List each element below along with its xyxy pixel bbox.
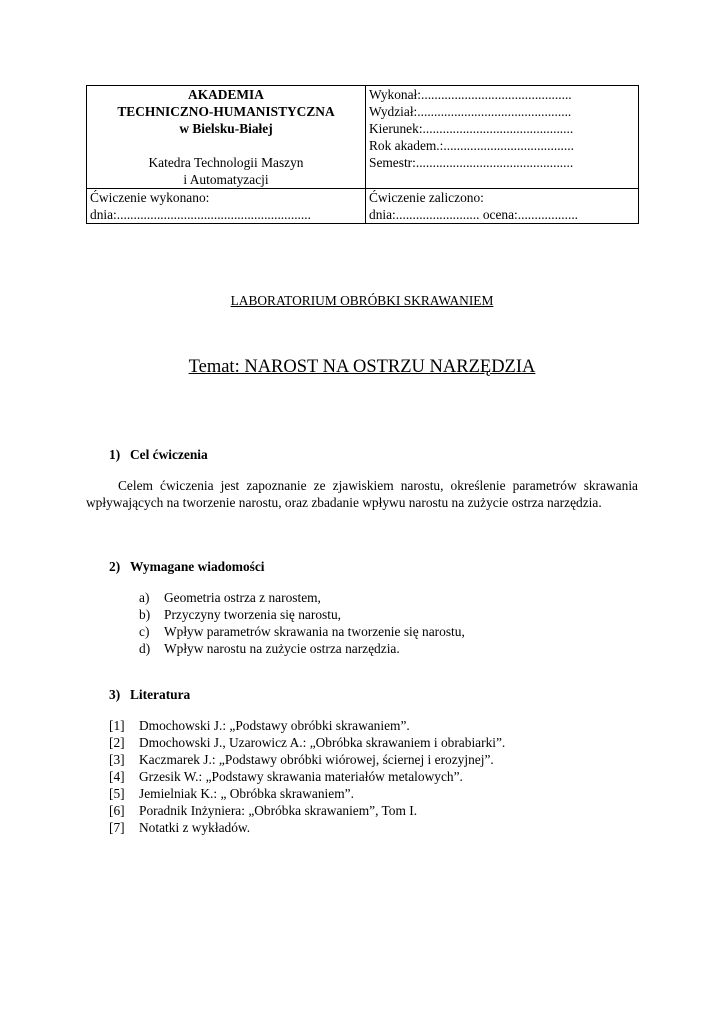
knowledge-list	[139, 589, 465, 657]
list-item	[109, 768, 505, 785]
passed-date-grade-field[interactable]: dnia:......................... ocena:..................	[369, 207, 579, 222]
spacer	[90, 137, 362, 154]
list-marker: [5]	[109, 786, 125, 801]
list-item-text: Przyczyny tworzenia się narostu,	[164, 607, 341, 622]
field-performed-by[interactable]: Wykonał:.............................................	[369, 87, 572, 102]
list-item	[139, 589, 465, 606]
list-item	[109, 819, 505, 836]
list-item-text: Dmochowski J.: „Podstawy obróbki skrawaniem”.	[139, 718, 410, 733]
list-marker: b)	[139, 607, 151, 622]
list-item-text: Geometria ostrza z narostem,	[164, 590, 321, 605]
list-marker: [1]	[109, 718, 125, 733]
section-title: Cel ćwiczenia	[130, 447, 208, 462]
institution-city: w Bielsku-Białej	[179, 121, 273, 136]
list-item	[139, 640, 465, 657]
section-number: 3)	[109, 687, 121, 702]
performed-label: Ćwiczenie wykonano:	[90, 190, 210, 205]
section-number: 1)	[109, 447, 121, 462]
institution-cell	[87, 86, 366, 189]
list-item	[109, 802, 505, 819]
section-number: 2)	[109, 559, 121, 574]
list-item-text: Notatki z wykładów.	[139, 820, 251, 835]
field-major[interactable]: Kierunek:.............................................	[369, 121, 574, 136]
list-item-text: Grzesik W.: „Podstawy skrawania materiałów metalowych”.	[139, 769, 463, 784]
list-marker: [7]	[109, 820, 125, 835]
list-item-text: Dmochowski J., Uzarowicz A.: „Obróbka skrawaniem i obrabiarki”.	[139, 735, 506, 750]
section-literature-heading	[109, 686, 190, 703]
header-table	[86, 85, 639, 224]
list-item-text: Jemielniak K.: „ Obróbka skrawaniem”.	[139, 786, 354, 801]
literature-list	[109, 717, 505, 836]
list-item	[109, 785, 505, 802]
list-item-text: Wpływ parametrów skrawania na tworzenie się narostu,	[164, 624, 465, 639]
passed-label: Ćwiczenie zaliczono:	[369, 190, 484, 205]
institution-name-line2: TECHNICZNO-HUMANISTYCZNA	[117, 104, 335, 119]
field-semester[interactable]: Semestr:...............................................	[369, 155, 574, 170]
performed-date-field[interactable]: dnia:..........................................................	[90, 207, 311, 222]
section-title: Wymagane wiadomości	[130, 559, 265, 574]
list-item-text: Poradnik Inżyniera: „Obróbka skrawaniem”, Tom I.	[139, 803, 418, 818]
list-marker: a)	[139, 590, 150, 605]
section-knowledge-heading	[109, 558, 265, 575]
list-marker: c)	[139, 624, 150, 639]
field-faculty[interactable]: Wydział:..............................................	[369, 104, 572, 119]
passed-cell	[366, 189, 639, 224]
field-academic-year[interactable]: Rok akadem.:.......................................	[369, 138, 574, 153]
list-marker: d)	[139, 641, 151, 656]
list-marker: [3]	[109, 752, 125, 767]
list-marker: [6]	[109, 803, 125, 818]
topic-title	[0, 356, 724, 378]
goal-paragraph: Celem ćwiczenia jest zapoznanie ze zjawiskiem narostu, określenie parametrów skrawania wpływających na tworzenie narostu, oraz zbadanie wpływu narostu na zużycie ostrza narzędzia.	[86, 478, 638, 510]
list-marker: [4]	[109, 769, 125, 784]
lab-title: LABORATORIUM OBRÓBKI SKRAWANIEM	[230, 293, 494, 308]
section-goal-heading	[109, 446, 208, 463]
institution-name-line1: AKADEMIA	[188, 87, 264, 102]
list-item	[109, 751, 505, 768]
list-item-text: Wpływ narostu na zużycie ostrza narzędzia.	[164, 641, 400, 656]
list-item	[139, 606, 465, 623]
performed-cell	[87, 189, 366, 224]
list-item	[109, 717, 505, 734]
department-line2: i Automatyzacji	[183, 172, 269, 187]
student-info-cell	[366, 86, 639, 189]
section-title: Literatura	[130, 687, 191, 702]
list-item	[139, 623, 465, 640]
list-marker: [2]	[109, 735, 125, 750]
topic-text: Temat: NAROST NA OSTRZU NARZĘDZIA	[188, 357, 536, 377]
department-line1: Katedra Technologii Maszyn	[148, 155, 304, 170]
list-item	[109, 734, 505, 751]
list-item-text: Kaczmarek J.: „Podstawy obróbki wiórowej, ściernej i erozyjnej”.	[139, 752, 494, 767]
